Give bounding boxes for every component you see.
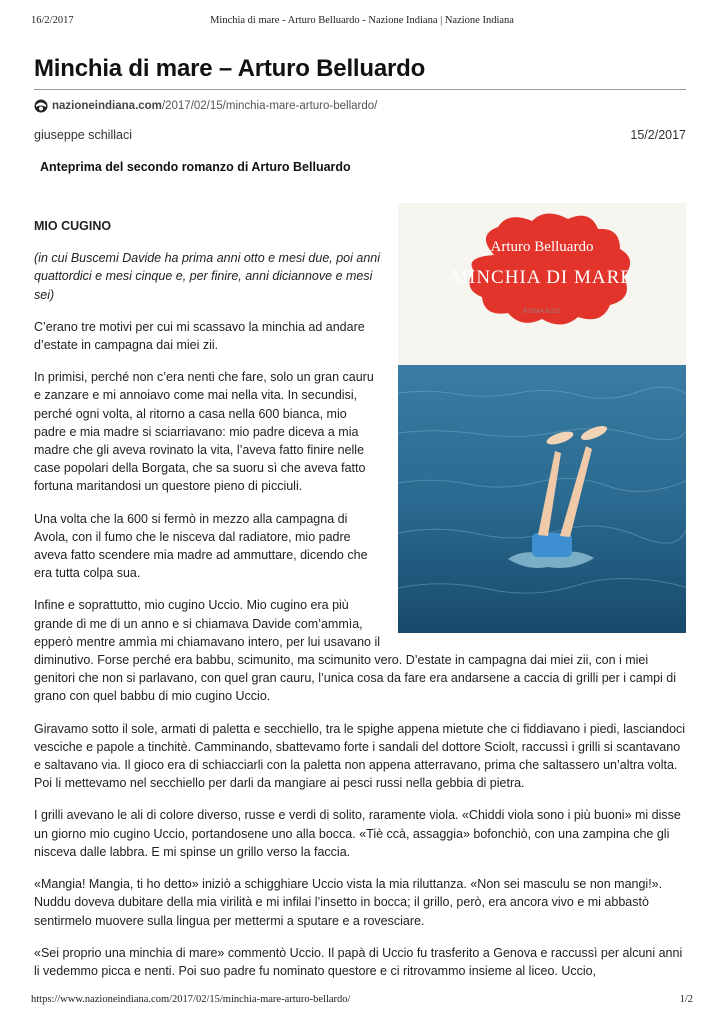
print-url[interactable]: https://www.nazioneindiana.com/2017/02/15/minchia-mare-arturo-bellardo/: [31, 994, 351, 1005]
paragraph: Una volta che la 600 si fermò in mezzo alla campagna di Avola, con il fumo che le nisceva dal radiatore, mio padre aveva fatto scendere mia madre ad ammuttare, dicendo che era tutta colpa sua.: [34, 511, 368, 581]
title-divider: [34, 89, 686, 90]
paragraph: Infine e soprattutto, mio cugino Uccio. Mio cugino era più grande di me di un anno e si chiamava Davide com’ammìa, epperò mentre ammìa mi chiamavano intero, per lui usavano il diminutivo. Forse perché era babbu, scimunito, ma scimunito vero. D’estate in campagna dai miei zii, con i miei genitori che non si parlavano, con quel gran cauru, l’unica cosa da fare era andarsene a caccia di grilli per i campi di grano con quel babbu di mio cugino Uccio.: [34, 598, 677, 704]
print-header: [31, 15, 693, 29]
article-title: Minchia di mare – Arturo Belluardo: [34, 55, 426, 82]
print-date: 16/2/2017: [31, 15, 74, 26]
cover-title: MINCHIA DI MARE: [451, 267, 633, 288]
cover-imprint: ROMANZO: [523, 309, 561, 315]
chapter-title: MIO CUGINO: [34, 219, 112, 233]
source-domain[interactable]: nazioneindiana.com: [52, 100, 162, 112]
chapter-note: (in cui Buscemi Davide ha prima anni otto e mesi due, poi anni quattordici e mesi cinque e, per finire, anni diciannove e mesi sei): [34, 251, 381, 302]
article-author: giuseppe schillaci: [34, 128, 132, 142]
paragraph: C’erano tre motivi per cui mi scassavo la minchia ad andare d’estate in campagna dai miei zii.: [34, 319, 365, 353]
article-date: 15/2/2017: [630, 128, 686, 142]
article-body: [34, 217, 686, 994]
source-line[interactable]: [34, 97, 377, 115]
paragraph: I grilli avevano le ali di colore diverso, russe e verdi di solito, raramente viola. «Chiddi viola sono i più buoni» mi disse un giorno mio cugino Uccio, portandosene uno alla bocca. «Tiè ccà, assaggia» bofonchiò, con una zampina che gli nisceva dalle labbra. E mi spinse un grillo verso la faccia.: [34, 808, 681, 859]
print-footer: [31, 994, 693, 1008]
print-page-title: Minchia di mare - Arturo Belluardo - Nazione Indiana | Nazione Indiana: [210, 15, 514, 26]
source-path[interactable]: /2017/02/15/minchia-mare-arturo-bellardo/: [161, 100, 378, 112]
book-cover-image: [398, 203, 686, 633]
paragraph: «Mangia! Mangia, ti ho detto» iniziò a schigghiare Uccio vista la mia riluttanza. «Non sei masculu se non mangi!». Nuddu doveva dubitare della mia virilità e mi infilai l’insetto in bocca; il grillo, però, era ancora vivo e mi abbastò sentirmelo muovere sulla lingua per mettermi a sputare e a rovesciare.: [34, 877, 663, 928]
paragraph: In primisi, perché non c’era nenti che fare, solo un gran cauru e zanzare e mi annoiavo come mai nella vita. In secundisi, perché ogni volta, al ritorno a casa nella 600 bianca, mio padre e mia madre si sciarriavano: mio padre diceva a mia madre che gli aveva rovinato la vita, l’aveva fatto finire nelle case popolari della Borgata, che sa suoru sì che aveva fatto fortuna maritandosi un questore pieno di picciuli.: [34, 370, 374, 494]
paragraph: Giravamo sotto il sole, armati di paletta e secchiello, tra le spighe appena mietute che ci fiddiavano i piedi, lasciandoci vesciche e papole a tinchitè. Camminando, sbattevamo forte i sandali del dottore Sciolt, raccussì i grilli si scantavano e saltavano via. Il gioco era di schiacciarli con la paletta non appena atterravano, prima che saltassero un’altra volta. Poi li mettevamo nel secchiello per darli da mangiare ai pesci russi nella gebbia di pietra.: [34, 721, 686, 791]
paragraph: «Sei proprio una minchia di mare» commentò Uccio. Il papà di Uccio fu trasferito a Genova e raccussì per alcuni anni li vedemmo picca e nenti. Poi suo padre fu nominato questore e ci ritrovammo insieme al liceo. Uccio,: [34, 945, 683, 978]
page-number: 1/2: [679, 994, 693, 1005]
cover-author: Arturo Belluardo: [490, 239, 594, 255]
site-favicon-icon: [34, 99, 48, 113]
article-subtitle: Anteprima del secondo romanzo di Arturo Belluardo: [40, 160, 351, 174]
